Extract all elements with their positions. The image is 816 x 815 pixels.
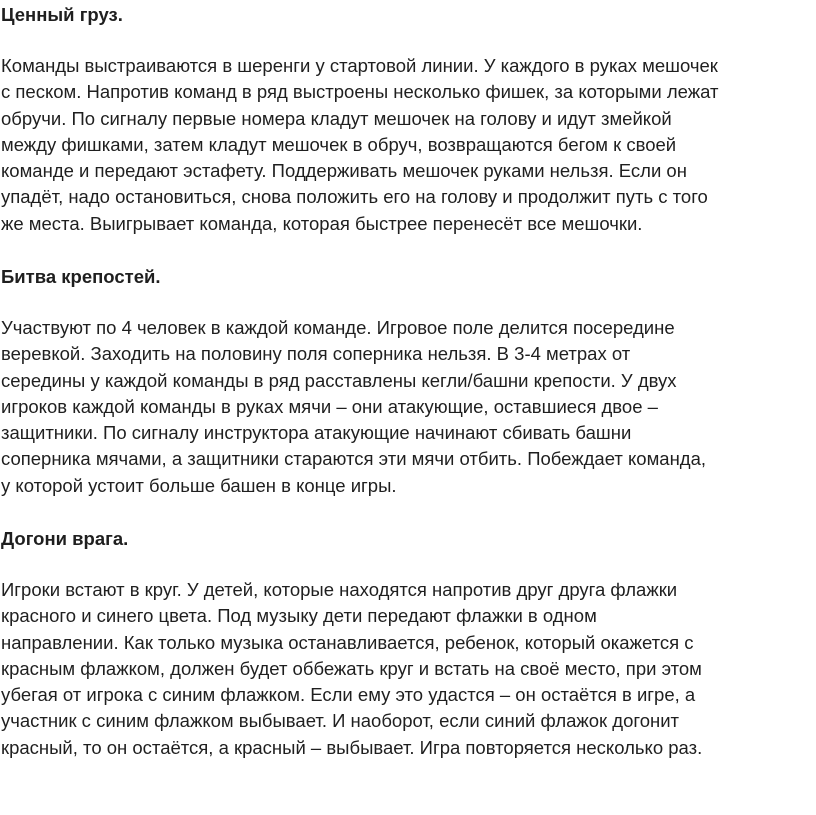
section-paragraph: [1, 315, 816, 499]
section-title: Догони врага.: [1, 528, 129, 549]
paragraph-line: Игроки встают в круг. У детей, которые находятся напротив друг друга флажки: [1, 579, 678, 600]
section-heading: [1, 526, 816, 552]
section-title: Ценный груз.: [1, 4, 123, 25]
paragraph-line: игроков каждой команды в руках мячи – они атакующие, оставшиеся двое –: [1, 395, 658, 417]
paragraph-line: участник с синим флажком выбывает. И наоборот, если синий флажок догонит: [1, 710, 680, 732]
paragraph-line: у которой устоит больше башен в конце игры.: [1, 474, 397, 496]
paragraph-line: же места. Выигрывает команда, которая быстрее перенесёт все мешочки.: [1, 212, 643, 234]
section-heading: [1, 2, 816, 28]
paragraph-line: соперника мячами, а защитники стараются эти мячи отбить. Побеждает команда,: [1, 448, 707, 470]
paragraph-line: команде и передают эстафету. Поддерживать мешочек руками нельзя. Если он: [1, 160, 687, 182]
paragraph-line: направлении. Как только музыка останавливается, ребенок, который окажется с: [1, 631, 694, 653]
paragraph-line: с песком. Напротив команд в ряд выстроены несколько фишек, за которыми лежат: [1, 81, 719, 103]
paragraph-line: между фишками, затем кладут мешочек в обруч, возвращаются бегом к своей: [1, 133, 677, 155]
section-paragraph: [1, 577, 816, 761]
section-title: Битва крепостей.: [1, 266, 161, 287]
paragraph-line: защитники. По сигналу инструктора атакующие начинают сбивать башни: [1, 422, 632, 444]
paragraph-line: веревкой. Заходить на половину поля соперника нельзя. В 3-4 метрах от: [1, 343, 631, 365]
paragraph-line: красным флажком, должен будет оббежать круг и встать на своё место, при этом: [1, 657, 702, 679]
paragraph-line: убегая от игрока с синим флажком. Если ему это удастся – он остаётся в игре, а: [1, 684, 696, 706]
paragraph-line: Участвуют по 4 человек в каждой команде. Игровое поле делится посередине: [1, 317, 675, 338]
paragraph-line: обручи. По сигналу первые номера кладут мешочек на голову и идут змейкой: [1, 107, 672, 129]
paragraph-line: красного и синего цвета. Под музыку дети передают флажки в одном: [1, 605, 597, 627]
paragraph-line: середины у каждой команды в ряд расставлены кегли/башни крепости. У двух: [1, 369, 677, 391]
section-heading: [1, 264, 816, 290]
section-paragraph: [1, 53, 816, 237]
paragraph-line: красный, то он остаётся, а красный – выбывает. Игра повторяется несколько раз.: [1, 736, 703, 758]
paragraph-line: Команды выстраиваются в шеренги у стартовой линии. У каждого в руках мешочек: [1, 55, 718, 76]
paragraph-line: упадёт, надо остановиться, снова положить его на голову и продолжит путь с того: [1, 186, 708, 208]
